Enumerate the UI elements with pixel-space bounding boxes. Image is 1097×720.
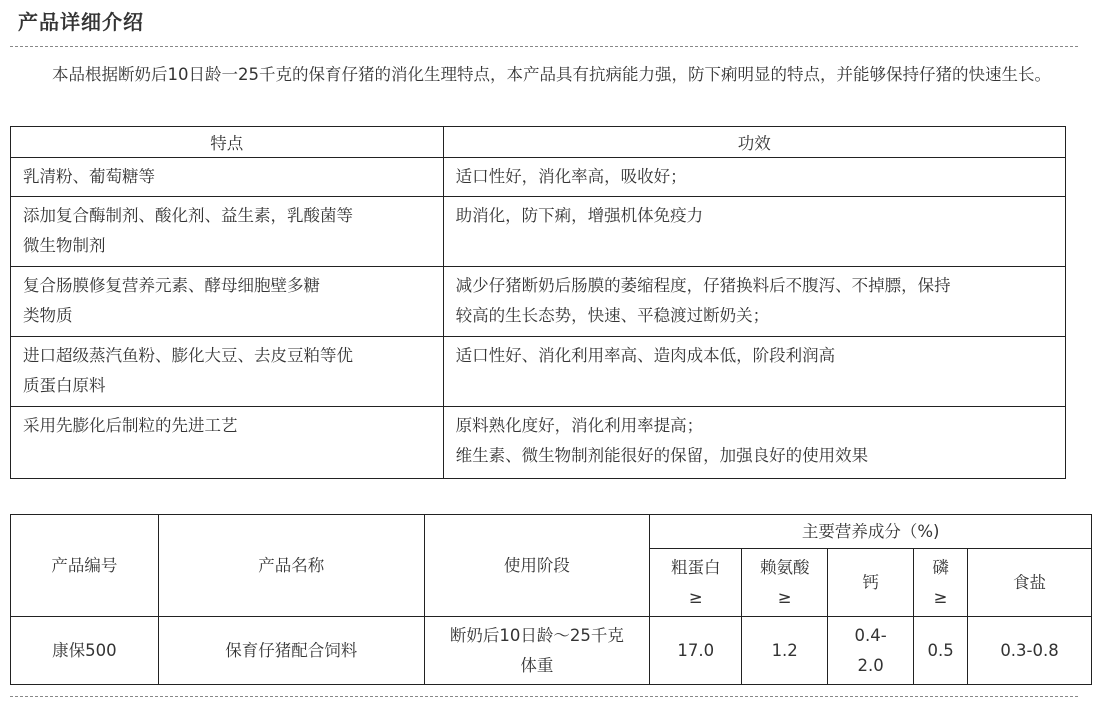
usage-stage-line: 体重 — [520, 655, 554, 675]
table-row — [11, 337, 1066, 407]
table-row — [11, 197, 1066, 267]
nutrient-value-line: 0.3-0.8 — [1000, 640, 1059, 660]
effect-line: 维生素、微生物制剂能很好的保留，加强良好的使用效果 — [455, 446, 869, 465]
feature-line: 微生物制剂 — [23, 236, 106, 255]
nutrient-name: 粗蛋白 — [671, 557, 721, 577]
nutrient-header — [914, 549, 968, 617]
effect-cell — [443, 407, 1065, 479]
nutrient-threshold: ≥ — [933, 587, 948, 607]
nutrient-value — [742, 617, 828, 685]
feature-cell — [11, 267, 444, 337]
usage-stage-line: 断奶后10日龄～25千克 — [449, 625, 624, 645]
header-product-code: 产品编号 — [11, 515, 159, 617]
nutrient-header — [742, 549, 828, 617]
nutrient-name: 钙 — [862, 572, 879, 592]
bottom-divider — [10, 696, 1078, 697]
nutrient-value — [650, 617, 742, 685]
header-usage-stage: 使用阶段 — [424, 515, 650, 617]
effect-cell — [443, 197, 1065, 267]
feature-line: 采用先膨化后制粒的先进工艺 — [23, 416, 238, 435]
effect-line: 减少仔猪断奶后肠膜的萎缩程度，仔猪换料后不腹泻、不掉膘，保持 — [455, 276, 951, 295]
product-code: 康保500 — [11, 617, 159, 685]
table-row — [11, 158, 1066, 197]
top-divider — [10, 46, 1078, 47]
nutrient-value-line: 17.0 — [677, 640, 715, 660]
feature-cell — [11, 197, 444, 267]
effect-line: 较高的生长态势，快速、平稳渡过断奶关； — [455, 306, 770, 325]
product-table — [10, 514, 1092, 685]
nutrient-header — [968, 549, 1092, 617]
nutrient-value-line: 2.0 — [857, 655, 884, 675]
nutrient-threshold: ≥ — [777, 587, 792, 607]
table-row — [11, 407, 1066, 479]
header-product-name: 产品名称 — [158, 515, 424, 617]
nutrient-name: 食盐 — [1013, 572, 1047, 592]
feature-line: 类物质 — [23, 306, 73, 325]
nutrient-value — [968, 617, 1092, 685]
nutrient-header — [650, 549, 742, 617]
header-effect: 功效 — [443, 127, 1065, 158]
effect-line: 适口性好、消化利用率高、造肉成本低，阶段利润高 — [455, 346, 836, 365]
feature-line: 添加复合酶制剂、酸化剂、益生素，乳酸菌等 — [23, 206, 353, 225]
nutrient-name: 赖氨酸 — [759, 557, 810, 577]
nutrient-value-line: 0.5 — [927, 640, 954, 660]
nutrient-header — [828, 549, 914, 617]
nutrient-value-line: 1.2 — [771, 640, 798, 660]
effect-cell — [443, 267, 1065, 337]
feature-cell — [11, 407, 444, 479]
nutrient-value — [828, 617, 914, 685]
effect-cell — [443, 337, 1065, 407]
nutrient-value — [914, 617, 968, 685]
feature-line: 进口超级蒸汽鱼粉、膨化大豆、去皮豆粕等优 — [23, 346, 353, 365]
feature-line: 乳清粉、葡萄糖等 — [23, 167, 155, 186]
product-name: 保育仔猪配合饲料 — [158, 617, 424, 685]
feature-line: 质蛋白原料 — [23, 376, 106, 395]
nutrient-threshold: ≥ — [688, 587, 703, 607]
effect-line: 助消化，防下痢，增强机体免疫力 — [455, 206, 704, 225]
table-row — [11, 267, 1066, 337]
nutrient-value-line: 0.4- — [854, 625, 887, 645]
effect-line: 适口性好，消化率高，吸收好； — [455, 167, 687, 186]
effect-line: 原料熟化度好，消化利用率提高； — [455, 416, 704, 435]
feature-cell — [11, 337, 444, 407]
intro-paragraph: 本品根据断奶后10日龄一25千克的保育仔猪的消化生理特点，本产品具有抗病能力强，防下痢明显的特点，并能够保持仔猪的快速生长。 — [52, 65, 1051, 84]
header-feature: 特点 — [11, 127, 444, 158]
features-table-header — [11, 127, 1066, 158]
feature-cell — [11, 158, 444, 197]
usage-stage — [424, 617, 650, 685]
page-title: 产品详细介绍 — [18, 10, 144, 34]
feature-line: 复合肠膜修复营养元素、酵母细胞壁多糖 — [23, 276, 320, 295]
header-nutrition-group: 主要营养成分（%) — [650, 515, 1092, 549]
features-table — [10, 126, 1066, 479]
nutrient-name: 磷 — [932, 557, 949, 577]
effect-cell — [443, 158, 1065, 197]
